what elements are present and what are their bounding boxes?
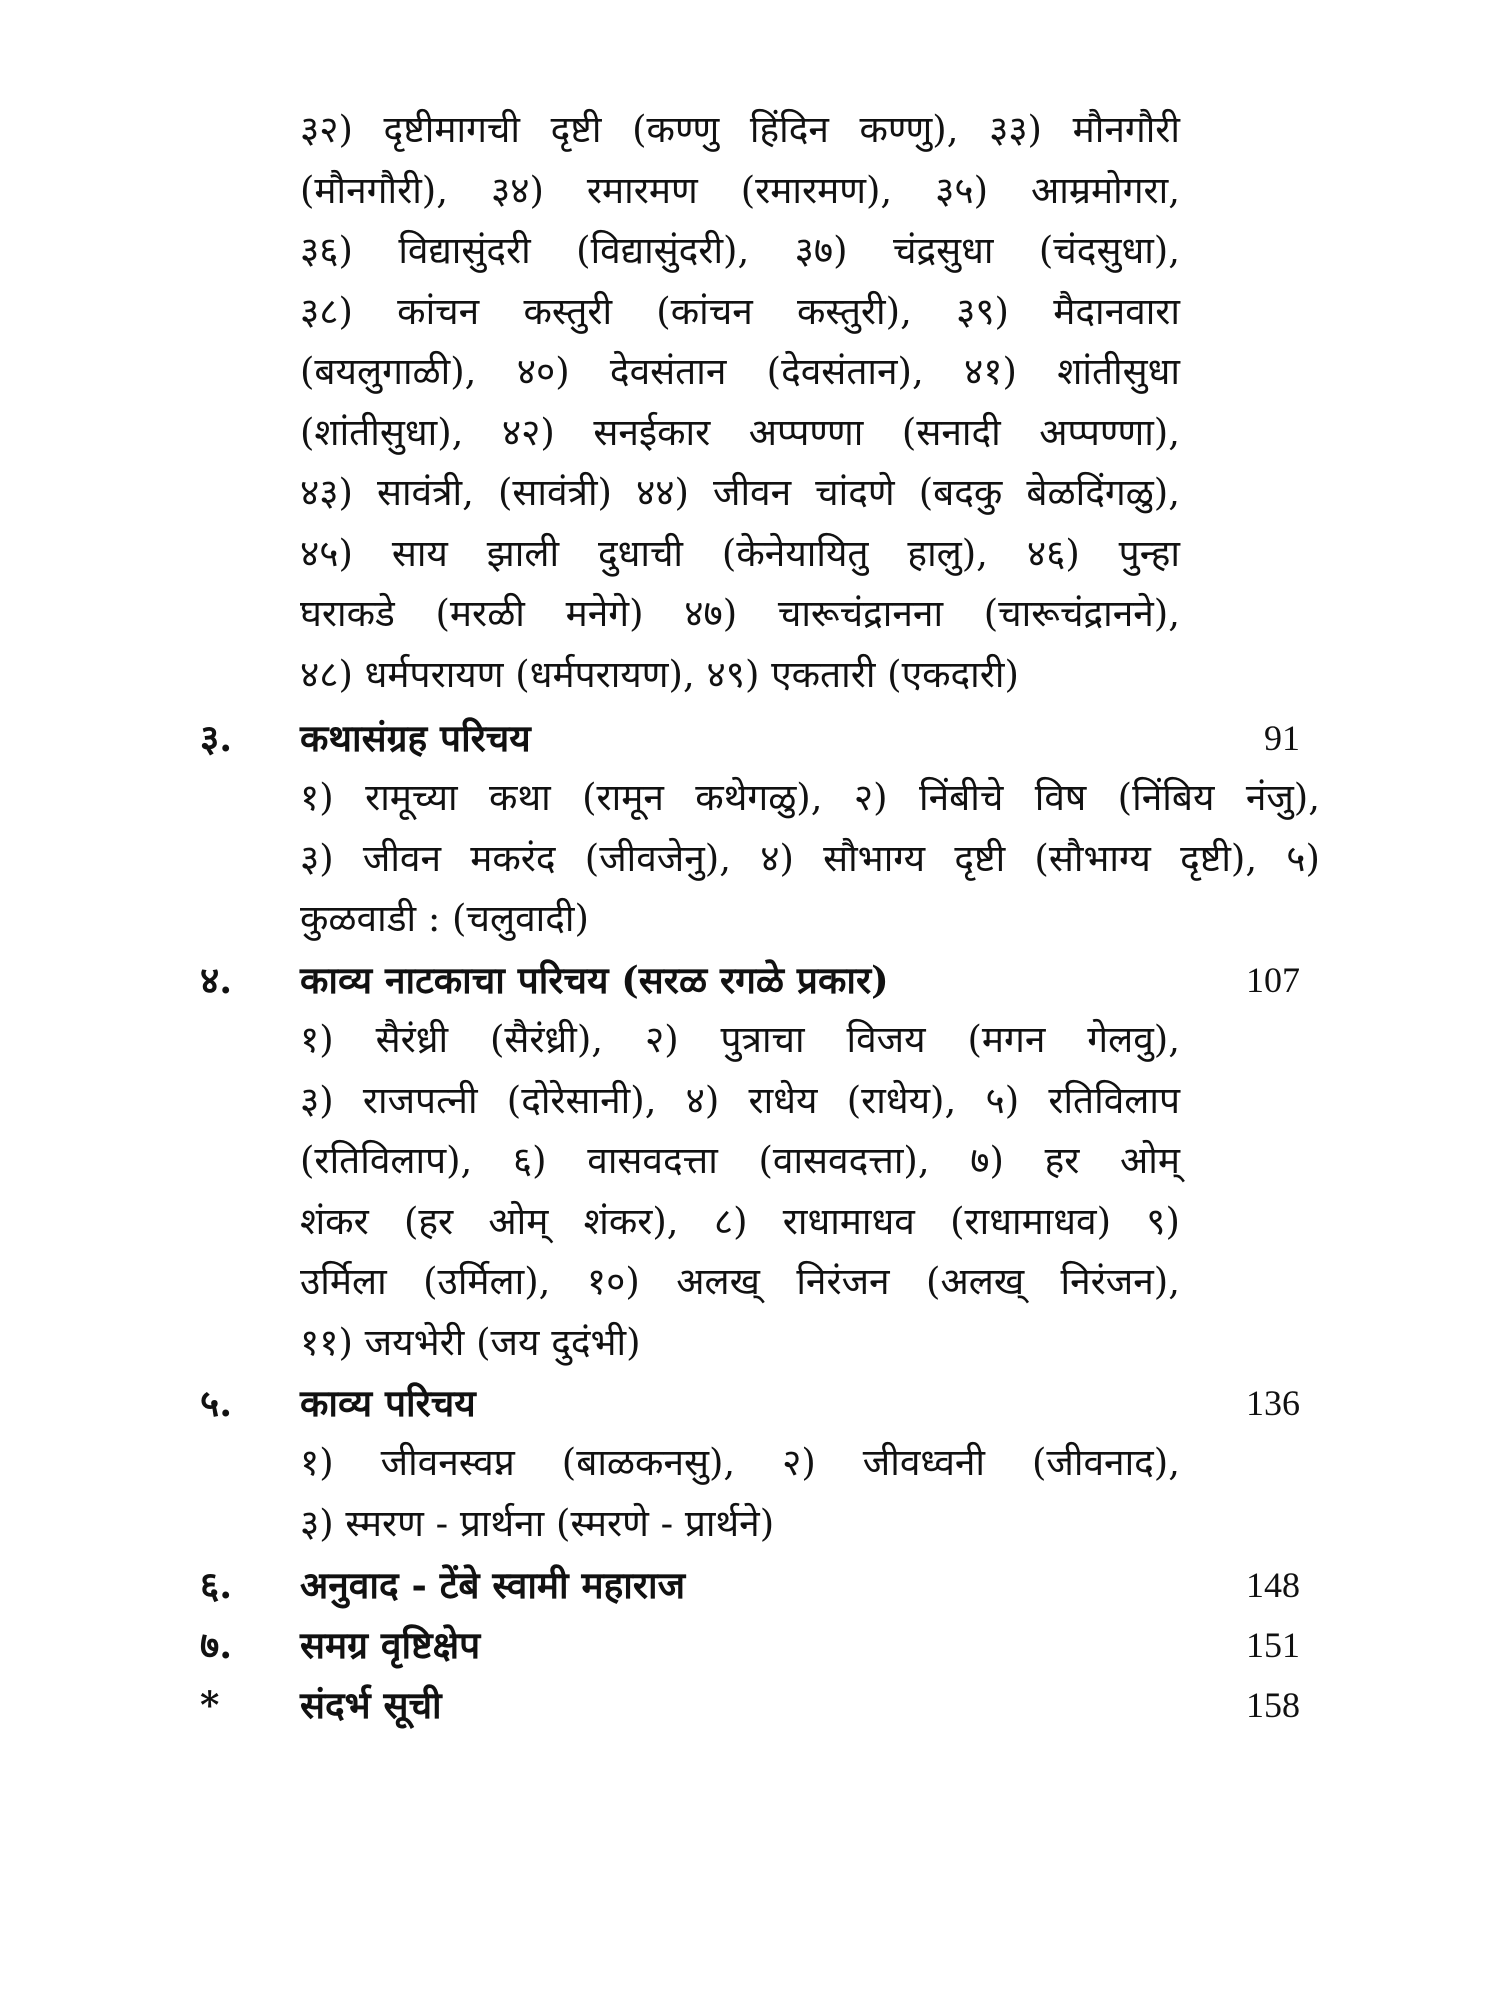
- section-4-works: [300, 1010, 1180, 1373]
- section-number: *: [200, 1683, 220, 1727]
- page-number: 151: [1246, 1625, 1300, 1665]
- section-number: ६.: [200, 1563, 233, 1607]
- section-5-works: [300, 1433, 1180, 1554]
- list-line: ३) स्मरण - प्रार्थना (स्मरणे - प्रार्थने): [300, 1501, 775, 1545]
- list-line: १) सैरंध्री (सैरंध्री), २) पुत्राचा विजय (मगन गेलवु),: [300, 1018, 1180, 1061]
- section-number: ४.: [200, 958, 233, 1002]
- list-line: १) जीवनस्वप्न (बाळकनसु), २) जीवध्वनी (जीवनाद),: [300, 1441, 1180, 1484]
- list-line: ३) राजपत्नी (दोरेसानी), ४) राधेय (राधेय), ५) रतिविलाप: [300, 1078, 1180, 1122]
- list-line: (शांतीसुधा), ४२) सनईकार अप्पण्णा (सनादी अप्पण्णा),: [300, 410, 1180, 454]
- toc-entry-references: [0, 1675, 1500, 1735]
- toc-entry-4: [0, 950, 1500, 1010]
- section-title: समग्र वृष्टिक्षेप: [300, 1623, 481, 1667]
- section-title: काव्य परिचय: [300, 1381, 476, 1425]
- continued-works-list: [300, 100, 1180, 705]
- section-title: अनुवाद - टेंबे स्वामी महाराज: [300, 1563, 686, 1607]
- list-line: ३) जीवन मकरंद (जीवजेनु), ४) सौभाग्य दृष्टी (सौभाग्य दृष्टी), ५): [300, 836, 1320, 880]
- list-line: (मौनगौरी), ३४) रमारमण (रमारमण), ३५) आम्रमोगरा,: [300, 168, 1180, 212]
- page-number: 158: [1246, 1685, 1300, 1725]
- toc-entry-6: [0, 1555, 1500, 1615]
- section-number: ३.: [200, 716, 233, 760]
- list-line: घराकडे (मरळी मनेगे) ४७) चारूचंद्रानना (चारूचंद्रानने),: [300, 592, 1180, 635]
- list-line: उर्मिला (उर्मिला), १०) अलख् निरंजन (अलख् निरंजन),: [300, 1260, 1180, 1303]
- list-line: ४५) साय झाली दुधाची (केनेयायितु हालु), ४६) पुन्हा: [300, 531, 1180, 575]
- section-title: काव्य नाटकाचा परिचय (सरळ रगळे प्रकार): [300, 958, 889, 1002]
- page-number: 136: [1246, 1383, 1300, 1423]
- toc-entry-5: [0, 1373, 1500, 1433]
- list-line: (बयलुगाळी), ४०) देवसंतान (देवसंतान), ४१) शांतीसुधा: [300, 350, 1180, 393]
- section-3-works: [300, 768, 1320, 950]
- section-title: संदर्भ सूची: [300, 1683, 442, 1727]
- toc-entry-3: [0, 708, 1500, 768]
- list-line: ४३) सावंत्री, (सावंत्री) ४४) जीवन चांदणे (बदकु बेळदिंगळु),: [300, 471, 1180, 514]
- list-line: ११) जयभेरी (जय दुदंभी): [300, 1320, 641, 1364]
- section-title: कथासंग्रह परिचय: [300, 716, 531, 760]
- list-line: शंकर (हर ओम् शंकर), ८) राधामाधव (राधामाधव) ९): [300, 1199, 1180, 1243]
- section-number: ७.: [200, 1623, 233, 1667]
- page-number: 91: [1264, 718, 1300, 758]
- list-line: ३२) दृष्टीमागची दृष्टी (कण्णु हिंदिन कण्णु), ३३) मौनगौरी: [300, 108, 1180, 151]
- list-line: कुळवाडी : (चलुवादी): [300, 897, 589, 940]
- page-number: 148: [1246, 1565, 1300, 1605]
- toc-entry-7: [0, 1615, 1500, 1675]
- list-line: १) रामूच्या कथा (रामून कथेगळु), २) निंबीचे विष (निंबिय नंजु),: [300, 776, 1320, 819]
- list-line: ३८) कांचन कस्तुरी (कांचन कस्तुरी), ३९) मैदानवारा: [300, 289, 1180, 333]
- list-line: ४८) धर्मपरायण (धर्मपरायण), ४९) एकतारी (एकदारी): [300, 652, 1019, 696]
- list-line: (रतिविलाप), ६) वासवदत्ता (वासवदत्ता), ७) हर ओम्: [300, 1139, 1180, 1182]
- page-number: 107: [1246, 960, 1300, 1000]
- section-number: ५.: [200, 1381, 233, 1425]
- list-line: ३६) विद्यासुंदरी (विद्यासुंदरी), ३७) चंद्रसुधा (चंदसुधा),: [300, 229, 1180, 272]
